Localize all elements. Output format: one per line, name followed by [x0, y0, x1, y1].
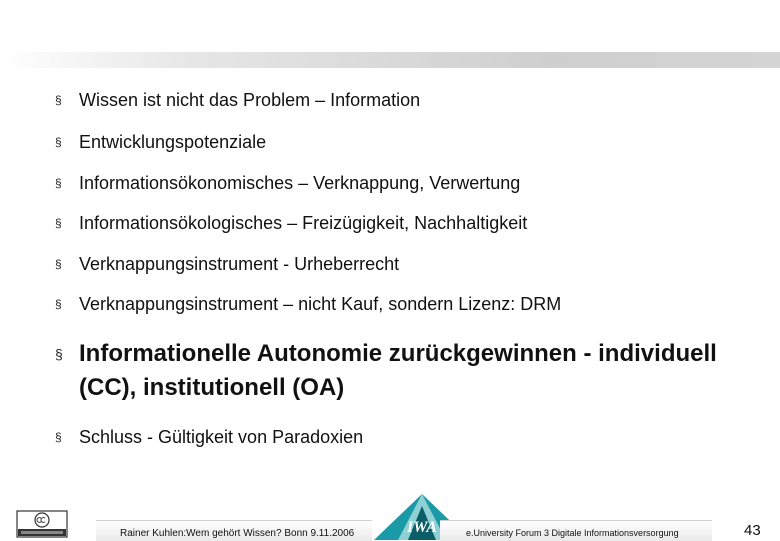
bullet-text: Informationsökonomisches – Verknappung, Verwertung: [79, 173, 521, 193]
bullet-item: [55, 294, 561, 314]
svg-text:IWA: IWA: [407, 519, 437, 536]
bullet-text: Informationsökologisches – Freizügigkeit, Nachhaltigkeit: [79, 213, 528, 233]
bullet-text: Entwicklungspotenziale: [79, 132, 267, 152]
bullet-item: [55, 173, 520, 193]
bullet-text: Verknappungsinstrument - Urheberrecht: [79, 254, 400, 274]
page-number: 43: [744, 522, 761, 539]
bullet-item: [55, 213, 527, 233]
bullet-marker: §: [55, 297, 62, 311]
footer-author-text: Rainer Kuhlen:Wem gehört Wissen? Bonn 9.11.2006: [120, 528, 355, 539]
bullet-text: Schluss - Gültigkeit von Paradoxien: [79, 427, 364, 447]
bullet-marker: §: [55, 135, 62, 149]
creative-commons-icon: [16, 510, 68, 538]
bullet-item: [55, 90, 420, 110]
bullet-item: [55, 132, 266, 152]
bullet-text: Wissen ist nicht das Problem – Information: [79, 90, 421, 110]
bullet-text: Informationelle Autonomie zurückgewinnen - individuell (CC), institutionell (OA): [79, 340, 717, 401]
bullet-item: [55, 427, 363, 447]
bullet-marker: §: [55, 216, 62, 230]
footer-event-text: e.University Forum 3 Digitale Informationsversorgung: [466, 528, 679, 538]
bullet-text: Verknappungsinstrument – nicht Kauf, sondern Lizenz: DRM: [79, 294, 562, 314]
bullet-marker: §: [55, 430, 62, 444]
bullet-marker: §: [55, 346, 63, 362]
bullet-item: [55, 254, 399, 274]
bullet-marker: §: [55, 257, 62, 271]
bullet-marker: §: [55, 176, 62, 190]
bullet-marker: §: [55, 93, 62, 107]
bullet-item-highlight: [55, 337, 719, 405]
